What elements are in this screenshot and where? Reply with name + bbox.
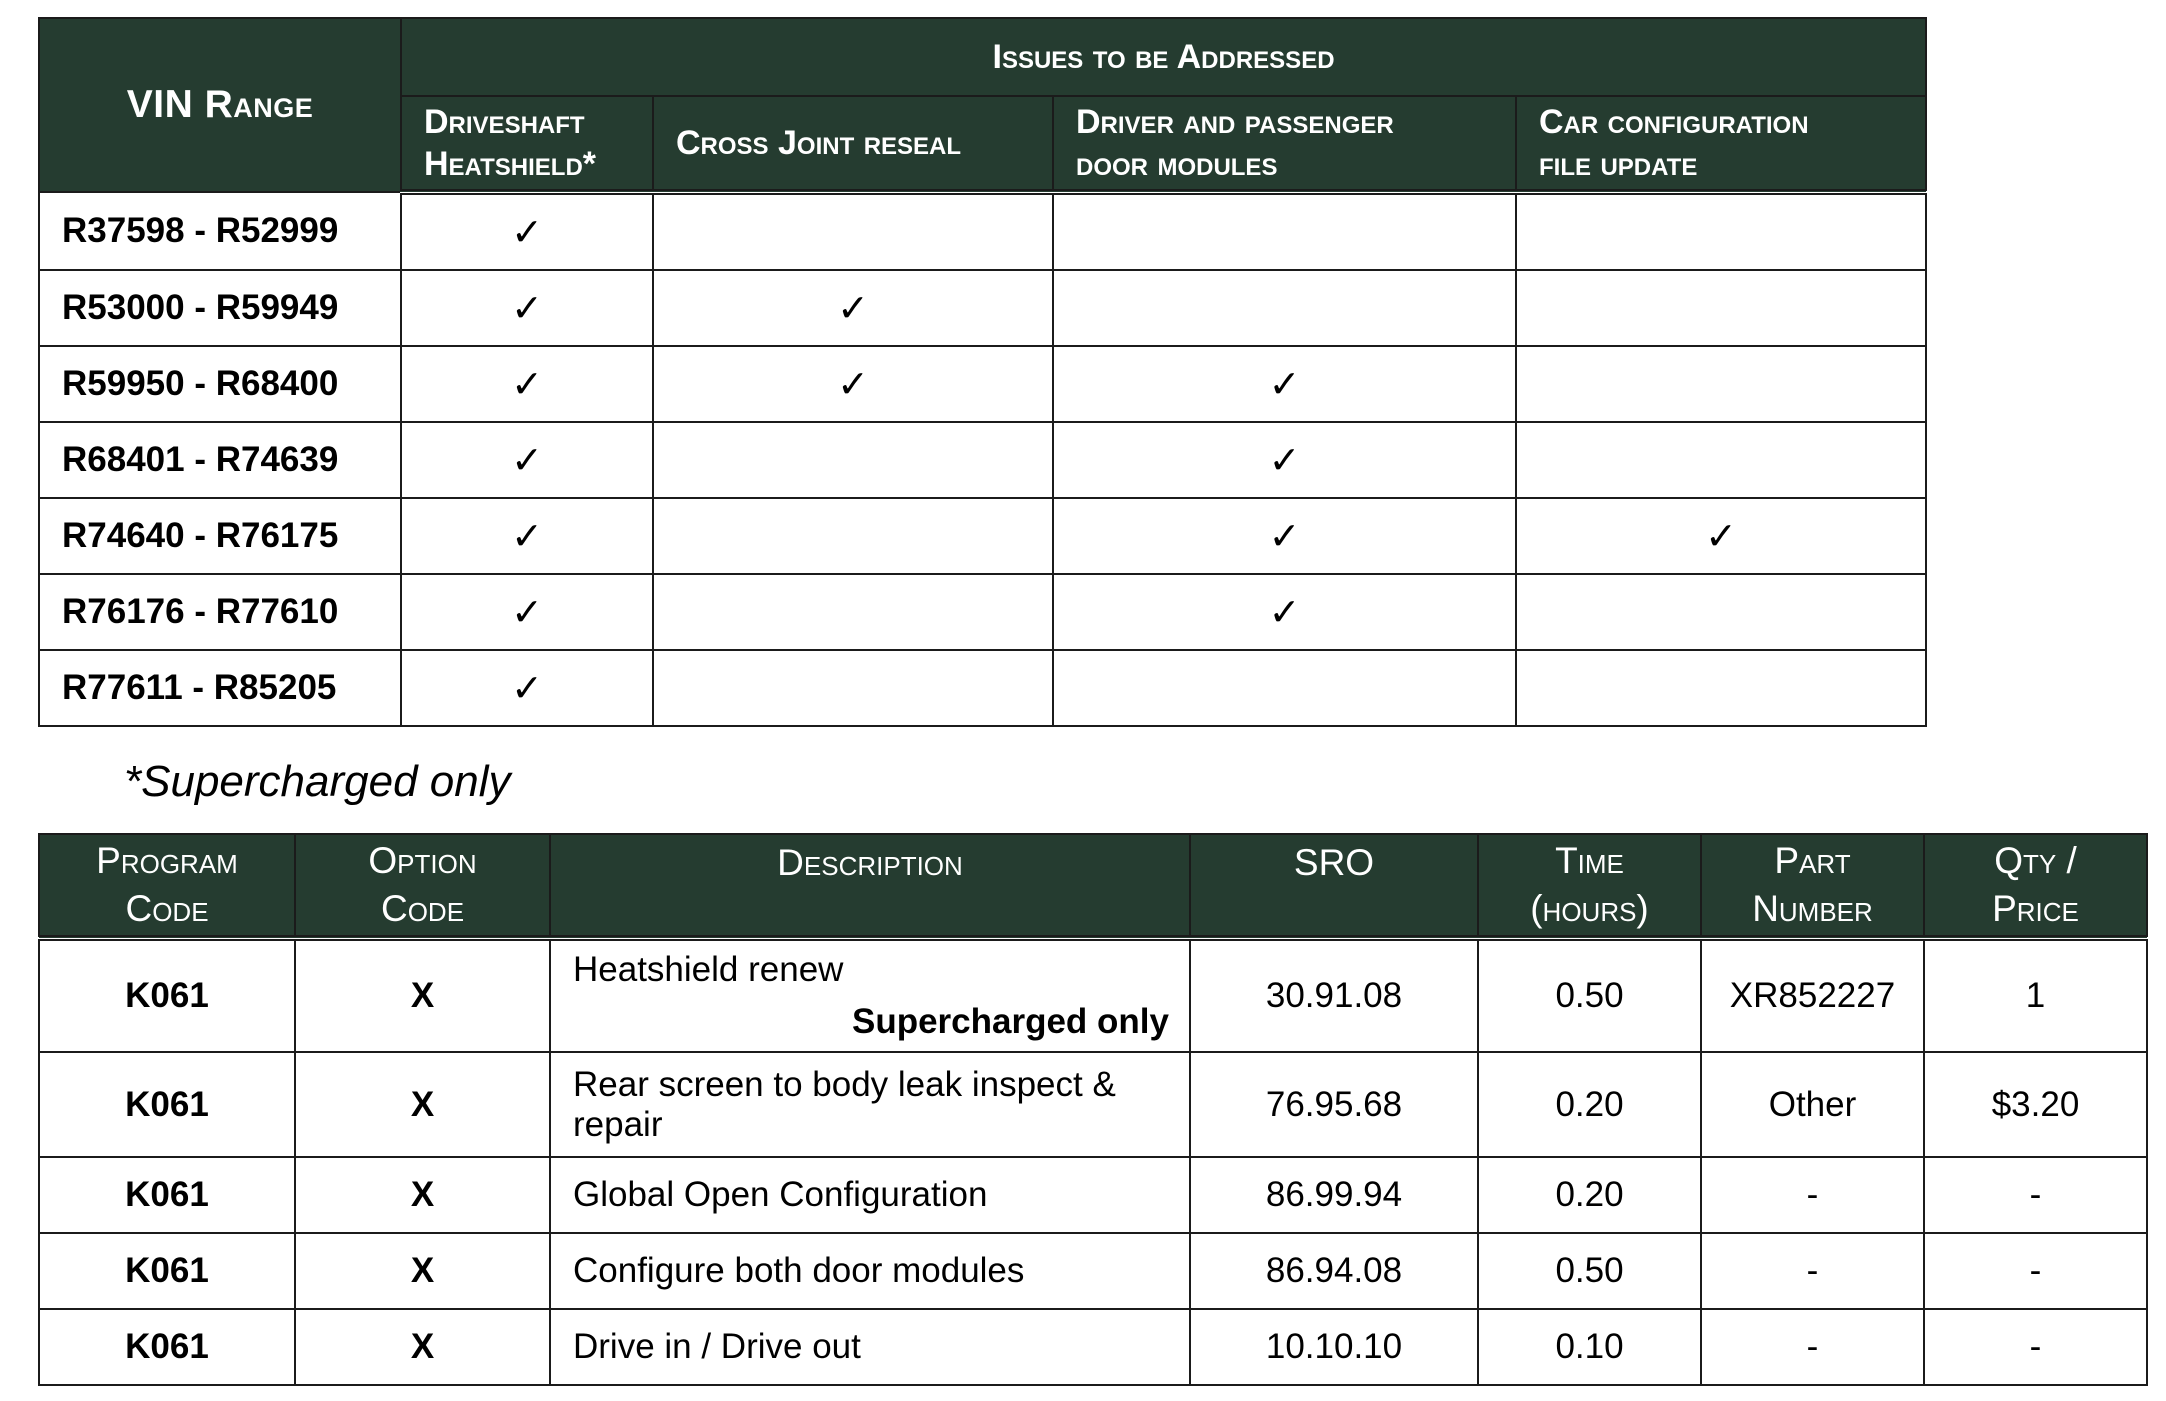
part-header-line1: Part (1774, 840, 1851, 881)
check-icon: ✓ (653, 270, 1053, 346)
car-config-header-line2: file update (1539, 145, 1698, 183)
check-cell (1516, 574, 1926, 650)
table-row (39, 574, 1926, 650)
program-code-cell: K061 (39, 1233, 295, 1309)
time-header-line2: (hours) (1530, 888, 1649, 929)
table-row (39, 1157, 2147, 1233)
check-cell (653, 422, 1053, 498)
check-cell (1516, 422, 1926, 498)
program-header-line1: Program (96, 840, 238, 881)
part-number-cell: - (1701, 1309, 1924, 1385)
program-header-line2: Code (125, 888, 209, 929)
program-code-cell: K061 (39, 1157, 295, 1233)
table-row (39, 498, 1926, 574)
check-cell (1516, 192, 1926, 270)
cross-joint-header: Cross Joint reseal (653, 96, 1053, 192)
check-icon: ✓ (1053, 346, 1516, 422)
table-row (39, 650, 1926, 726)
description-cell: Drive in / Drive out (550, 1309, 1190, 1385)
description-header: Description (550, 834, 1190, 938)
qty-price-cell: - (1924, 1233, 2147, 1309)
check-cell (653, 574, 1053, 650)
option-header-line2: Code (380, 888, 465, 929)
table-row (39, 1309, 2147, 1385)
table-row (39, 346, 1926, 422)
part-number-cell: Other (1701, 1052, 1924, 1157)
sro-header: SRO (1190, 834, 1478, 938)
check-icon: ✓ (401, 498, 653, 574)
description-text: Heatshield renew (573, 950, 844, 989)
check-icon: ✓ (401, 270, 653, 346)
check-icon: ✓ (1053, 498, 1516, 574)
door-header-line2: door modules (1076, 145, 1278, 183)
supercharged-footnote: *Supercharged only (124, 757, 511, 806)
check-icon: ✓ (401, 650, 653, 726)
option-code-cell: X (295, 1233, 550, 1309)
program-table (38, 833, 2148, 1386)
vin-range-cell: R68401 - R74639 (39, 422, 401, 498)
description-cell: Configure both door modules (550, 1233, 1190, 1309)
description-cell: Global Open Configuration (550, 1157, 1190, 1233)
check-icon: ✓ (401, 346, 653, 422)
issues-header: Issues to be Addressed (401, 18, 1926, 96)
sro-cell: 10.10.10 (1190, 1309, 1478, 1385)
check-cell (653, 498, 1053, 574)
driveshaft-heatshield-header (401, 96, 653, 192)
table-row (39, 1233, 2147, 1309)
table-row (39, 422, 1926, 498)
vin-range-cell: R37598 - R52999 (39, 192, 401, 270)
time-cell: 0.20 (1478, 1157, 1701, 1233)
time-cell: 0.10 (1478, 1309, 1701, 1385)
check-icon: ✓ (1053, 574, 1516, 650)
option-code-cell: X (295, 938, 550, 1052)
check-icon: ✓ (401, 574, 653, 650)
vin-range-cell: R77611 - R85205 (39, 650, 401, 726)
vin-range-cell: R74640 - R76175 (39, 498, 401, 574)
qty-price-cell: - (1924, 1309, 2147, 1385)
program-code-header (39, 834, 295, 938)
supercharged-note: Supercharged only (851, 1002, 1169, 1041)
qty-price-cell: - (1924, 1157, 2147, 1233)
option-header-line1: Option (368, 840, 477, 881)
check-icon: ✓ (653, 346, 1053, 422)
sro-cell: 86.99.94 (1190, 1157, 1478, 1233)
door-header-line1: Driver and passenger (1076, 103, 1394, 141)
vin-range-table (38, 17, 1927, 727)
driveshaft-header-line1: Driveshaft (424, 103, 585, 141)
program-code-cell: K061 (39, 938, 295, 1052)
qty-price-cell: $3.20 (1924, 1052, 2147, 1157)
table-row (39, 270, 1926, 346)
sro-cell: 76.95.68 (1190, 1052, 1478, 1157)
part-number-cell: - (1701, 1157, 1924, 1233)
option-code-cell: X (295, 1309, 550, 1385)
vin-range-header: VIN Range (39, 18, 401, 192)
check-cell (653, 192, 1053, 270)
check-cell (1053, 192, 1516, 270)
part-header-line2: Number (1752, 888, 1873, 929)
car-config-header-line1: Car configuration (1539, 103, 1809, 141)
part-number-cell: - (1701, 1233, 1924, 1309)
check-icon: ✓ (401, 422, 653, 498)
qty-header-line2: Price (1992, 888, 2079, 929)
sro-cell: 30.91.08 (1190, 938, 1478, 1052)
program-code-cell: K061 (39, 1309, 295, 1385)
time-cell: 0.20 (1478, 1052, 1701, 1157)
option-code-cell: X (295, 1052, 550, 1157)
part-number-cell: XR852227 (1701, 938, 1924, 1052)
check-cell (653, 650, 1053, 726)
vin-range-cell: R53000 - R59949 (39, 270, 401, 346)
option-code-cell: X (295, 1157, 550, 1233)
check-cell (1053, 270, 1516, 346)
vin-range-cell: R59950 - R68400 (39, 346, 401, 422)
check-icon: ✓ (1053, 422, 1516, 498)
door-modules-header (1053, 96, 1516, 192)
table-row (39, 192, 1926, 270)
time-header-line1: Time (1555, 840, 1624, 881)
description-cell (550, 938, 1190, 1052)
check-icon: ✓ (401, 192, 653, 270)
qty-header-line1: Qty / (1994, 840, 2077, 881)
part-number-header (1701, 834, 1924, 938)
description-cell: Rear screen to body leak inspect & repair (550, 1052, 1190, 1157)
qty-price-cell: 1 (1924, 938, 2147, 1052)
qty-price-header (1924, 834, 2147, 938)
sro-cell: 86.94.08 (1190, 1233, 1478, 1309)
check-cell (1516, 650, 1926, 726)
driveshaft-header-line2: Heatshield* (424, 145, 597, 183)
table-row (39, 938, 2147, 1052)
option-code-header (295, 834, 550, 938)
program-code-cell: K061 (39, 1052, 295, 1157)
time-header (1478, 834, 1701, 938)
check-cell (1053, 650, 1516, 726)
time-cell: 0.50 (1478, 938, 1701, 1052)
check-cell (1516, 270, 1926, 346)
car-config-header (1516, 96, 1926, 192)
check-icon: ✓ (1516, 498, 1926, 574)
vin-range-cell: R76176 - R77610 (39, 574, 401, 650)
check-cell (1516, 346, 1926, 422)
table-row (39, 1052, 2147, 1157)
time-cell: 0.50 (1478, 1233, 1701, 1309)
